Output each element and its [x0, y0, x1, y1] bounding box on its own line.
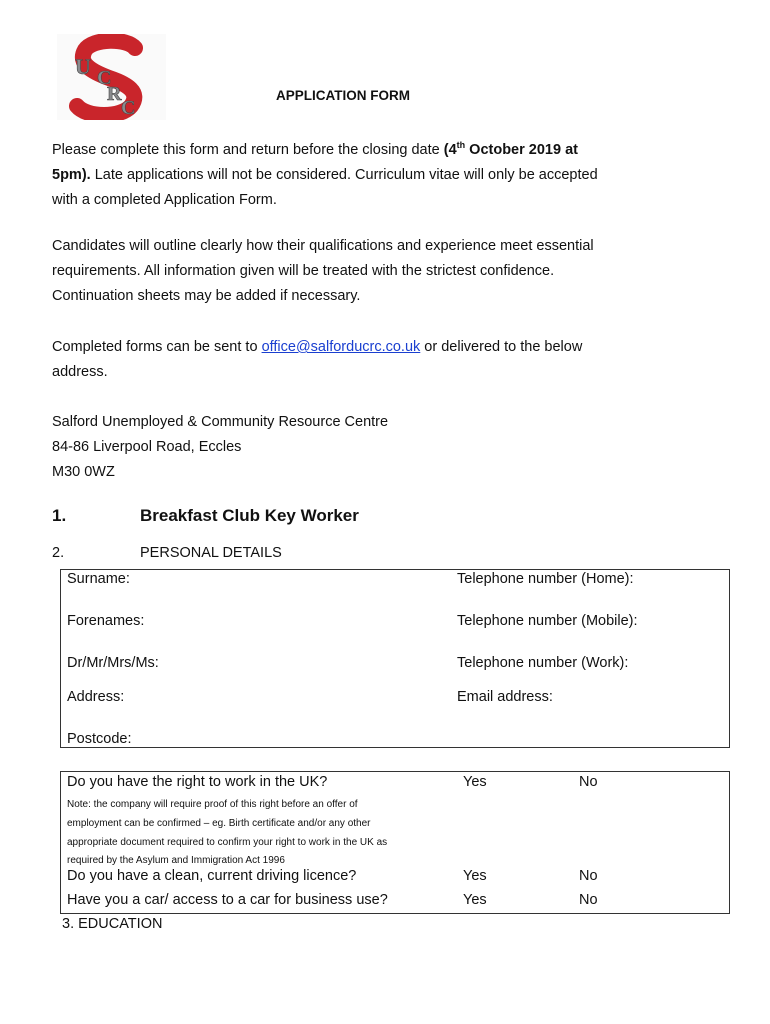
- note-line-2: employment can be confirmed – eg. Birth certificate and/or any other: [67, 818, 371, 829]
- car-access-question: Have you a car/ access to a car for business use?: [67, 892, 388, 908]
- para2-line3: Continuation sheets may be added if necessary.: [52, 288, 361, 304]
- note-line-1: Note: the company will require proof of this right before an offer of: [67, 799, 358, 810]
- title-field[interactable]: Dr/Mr/Mrs/Ms:: [67, 655, 159, 671]
- section1-title: Breakfast Club Key Worker: [140, 506, 359, 525]
- right-to-work-question: Do you have the right to work in the UK?: [67, 774, 328, 790]
- para2-line1: Candidates will outline clearly how their qualifications and experience meet essential: [52, 238, 594, 254]
- intro-bold-c: 5pm).: [52, 166, 91, 183]
- ucrc-logo: [57, 34, 166, 120]
- intro-line3: with a completed Application Form.: [52, 191, 277, 208]
- surname-field[interactable]: Surname:: [67, 571, 130, 587]
- para3-line2: address.: [52, 364, 108, 380]
- intro-text-a: Please complete this form and return before the closing date: [52, 141, 444, 158]
- right-to-work-no[interactable]: No: [579, 774, 598, 790]
- car-access-yes[interactable]: Yes: [463, 892, 487, 908]
- section2-title: PERSONAL DETAILS: [140, 545, 282, 561]
- section1-number: 1.: [52, 506, 67, 525]
- driving-licence-question: Do you have a clean, current driving licence?: [67, 868, 357, 884]
- email-field[interactable]: Email address:: [457, 689, 553, 705]
- intro-bold-b: October 2019 at: [465, 141, 578, 158]
- section3-title: 3. EDUCATION: [62, 916, 163, 932]
- intro-bold-sup: th: [456, 140, 466, 150]
- email-link[interactable]: office@salforducrc.co.uk: [261, 339, 421, 355]
- tel-home-field[interactable]: Telephone number (Home):: [457, 571, 634, 587]
- para3-before: Completed forms can be sent to: [52, 339, 262, 355]
- para2-line2: requirements. All information given will be treated with the strictest confidence.: [52, 263, 555, 279]
- driving-licence-no[interactable]: No: [579, 868, 598, 884]
- intro-paragraph: [52, 133, 672, 213]
- address-line2: 84-86 Liverpool Road, Eccles: [52, 439, 242, 455]
- section2-number: 2.: [52, 545, 65, 561]
- right-to-work-yes[interactable]: Yes: [463, 774, 487, 790]
- personal-details-box: [60, 569, 730, 748]
- intro-bold-a: (4: [443, 141, 457, 158]
- address-line1: Salford Unemployed & Community Resource Centre: [52, 414, 389, 430]
- address-field[interactable]: Address:: [67, 689, 125, 705]
- svg-text:C: C: [121, 97, 136, 119]
- tel-mobile-field[interactable]: Telephone number (Mobile):: [457, 613, 638, 629]
- postal-address: [52, 410, 672, 485]
- page-title: APPLICATION FORM: [276, 88, 410, 103]
- address-line3: M30 0WZ: [52, 464, 115, 480]
- svg-text:U: U: [75, 54, 91, 79]
- note-line-4: required by the Asylum and Immigration Act 1996: [67, 855, 285, 866]
- submission-paragraph: [52, 335, 672, 385]
- intro-text-b: Late applications will not be considered. Curriculum vitae will only be accepted: [90, 166, 598, 183]
- postcode-field[interactable]: Postcode:: [67, 731, 132, 747]
- note-line-3: appropriate document required to confirm your right to work in the UK as: [67, 837, 388, 848]
- forenames-field[interactable]: Forenames:: [67, 613, 145, 629]
- car-access-no[interactable]: No: [579, 892, 598, 908]
- para3-after: or delivered to the below: [420, 339, 583, 355]
- svg-text:C: C: [97, 67, 112, 89]
- tel-work-field[interactable]: Telephone number (Work):: [457, 655, 629, 671]
- instructions-paragraph: [52, 234, 672, 309]
- svg-text:R: R: [107, 83, 122, 105]
- driving-licence-yes[interactable]: Yes: [463, 868, 487, 884]
